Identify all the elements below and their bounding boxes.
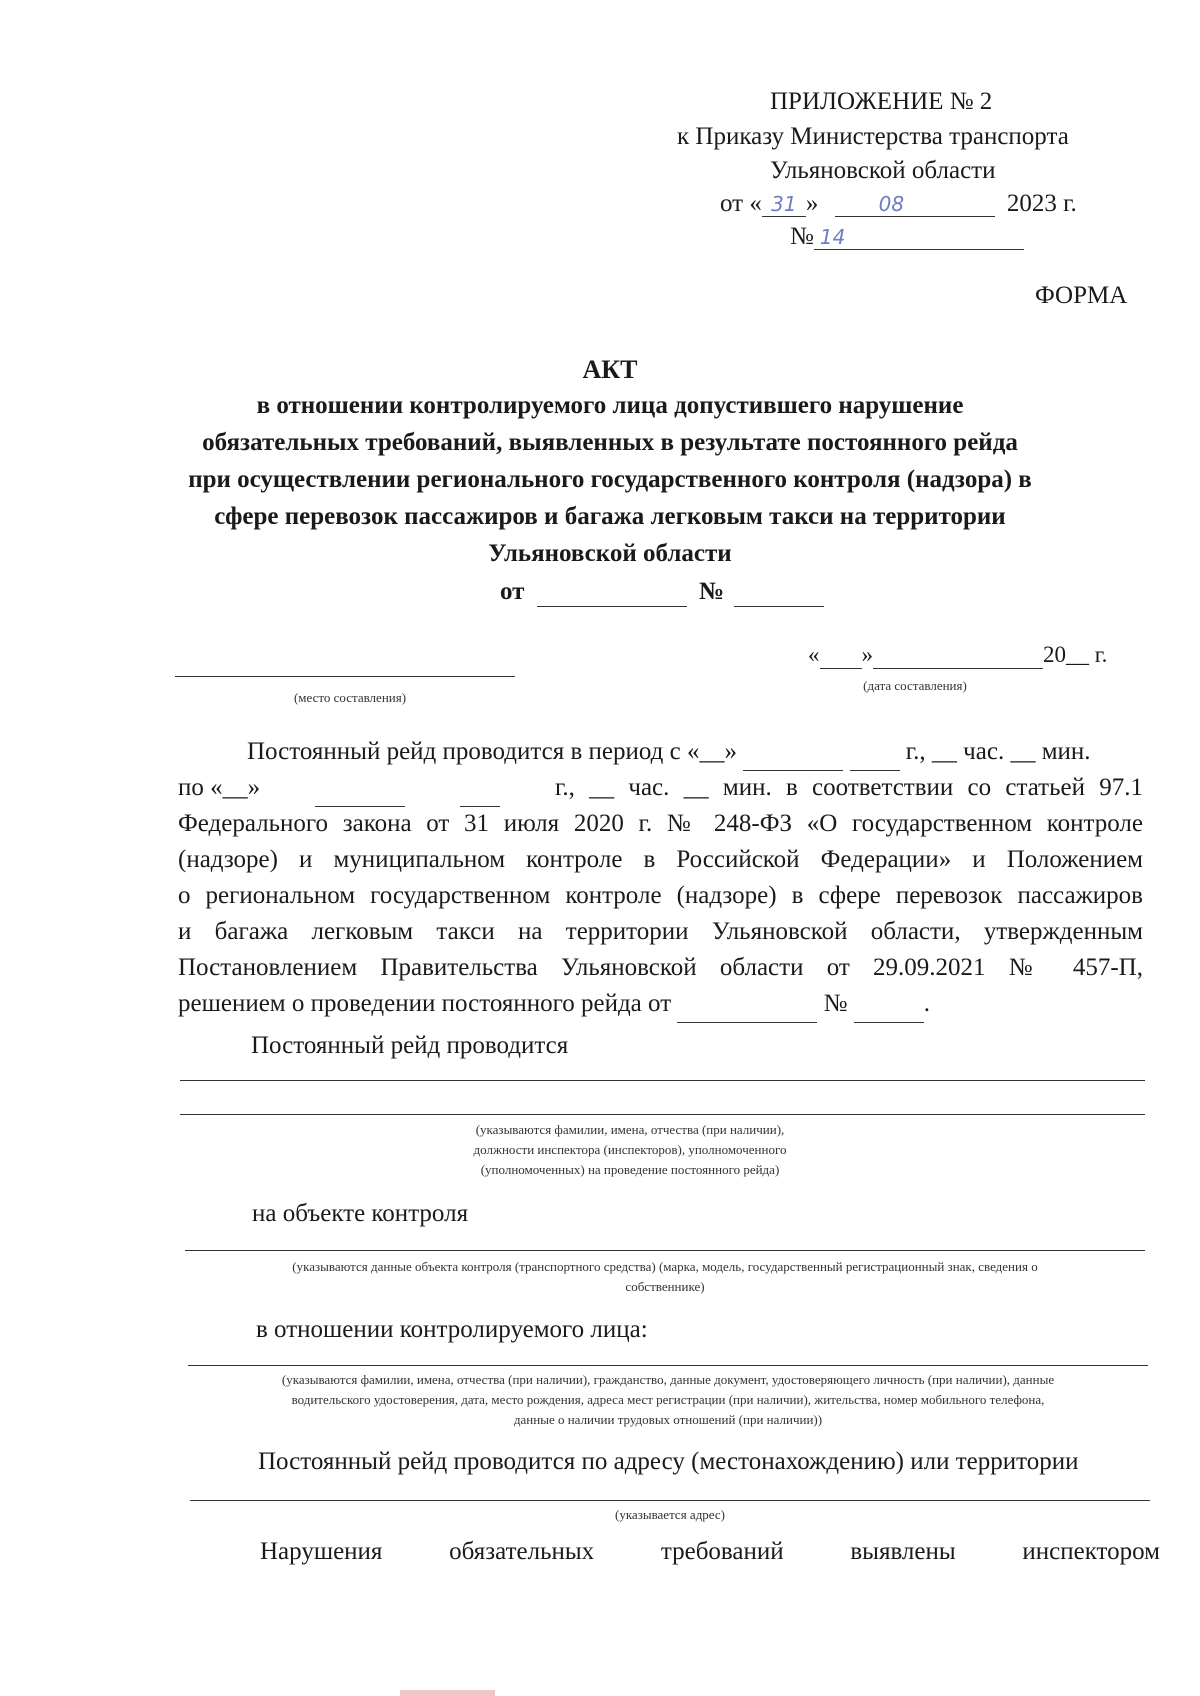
person-caption-2: водительского удостоверения, дата, место рождения, адреса мест регистрации (при наличии), жительства, номер мобильного телефона,: [291, 1392, 1045, 1407]
violations-word-3: требований: [660, 1538, 784, 1565]
act-number-label: №: [698, 578, 725, 605]
paragraph-line-2: [178, 770, 1143, 807]
inspectors-line-1: [180, 1080, 1145, 1081]
inspectors-line-2: [180, 1114, 1145, 1115]
period-year-blank: [850, 734, 900, 771]
violations-line: [260, 1534, 1160, 1570]
appendix-region-line: Ульяновской области: [770, 157, 996, 184]
paragraph-line-3: Федерального закона от 31 июля 2020 г. № 248-ФЗ «О государственном контроле: [178, 810, 1143, 837]
year-text: 20__ г.: [1043, 642, 1108, 667]
handwritten-day: 31: [762, 192, 806, 217]
appendix-title: ПРИЛОЖЕНИЕ № 2: [770, 88, 993, 115]
person-caption-3: данные о наличии трудовых отношений (при наличии)): [513, 1412, 823, 1427]
period-start-time: г., __ час. __ мин.: [905, 738, 1091, 765]
period-start-text: Постоянный рейд проводится в период с «__»: [247, 738, 737, 765]
violations-word-2: обязательных: [449, 1538, 595, 1565]
violations-word-4: выявлены: [850, 1538, 956, 1565]
paragraph-line-5: о региональном государственном контроле (надзоре) в сфере перевозок пассажиров: [178, 882, 1143, 909]
day-blank: [820, 642, 862, 669]
person-caption-1: (указываются фамилии, имена, отчества (при наличии), гражданство, данные документ, удостоверяющего личность (при наличии), данные: [281, 1372, 1055, 1387]
inspectors-caption-3: (уполномоченных) на проведение постоянного рейда): [480, 1162, 780, 1177]
date-close-quote: »: [805, 190, 819, 217]
place-blank-line: [175, 676, 515, 677]
act-subtitle-line-4: сфере перевозок пассажиров и багажа легковым такси на территории: [214, 503, 1006, 530]
decision-number-label: №: [823, 990, 848, 1017]
period-end-text: по «__»: [178, 774, 261, 801]
address-caption: (указывается адрес): [614, 1507, 725, 1522]
appendix-date-row: [720, 190, 1077, 218]
act-from-label: от: [500, 578, 525, 605]
act-subtitle-line-3: при осуществлении регионального государственного контроля (надзора) в: [188, 466, 1032, 493]
inspectors-caption-2: должности инспектора (инспекторов), уполномоченного: [473, 1142, 787, 1157]
number-prefix: №: [790, 223, 814, 250]
inspectors-caption-1: (указываются фамилии, имена, отчества (при наличии),: [475, 1122, 785, 1137]
act-subtitle-line-5: Ульяновской области: [488, 540, 732, 567]
paragraph-line-1: [247, 734, 1091, 771]
address-label: Постоянный рейд проводится по адресу (местонахождению) или территории: [258, 1448, 1079, 1475]
paragraph-line-8: [178, 986, 930, 1023]
handwritten-number: 14: [814, 225, 1024, 250]
paragraph-line-6: и багажа легковым такси на территории Ульяновской области, утвержденным: [178, 918, 1143, 945]
period-end-year-blank: [460, 770, 500, 807]
act-subtitle-line-1: в отношении контролируемого лица допустившего нарушение: [256, 392, 964, 419]
act-number-blank: [734, 578, 824, 607]
violations-word-1: Нарушения: [260, 1538, 383, 1565]
period-end-time: г., __ час. __ мин. в соответствии со статьей 97.1: [554, 774, 1143, 801]
appendix-number-row: [790, 223, 1024, 251]
period-end-month-blank: [315, 770, 405, 807]
date-year: 2023 г.: [1006, 190, 1077, 217]
date-close-quote-2: »: [861, 642, 873, 667]
act-subtitle-line-2: обязательных требований, выявленных в результате постоянного рейда: [202, 429, 1018, 456]
object-line: [185, 1250, 1145, 1251]
object-label: на объекте контроля: [252, 1200, 469, 1227]
month-blank: [873, 642, 1043, 669]
decision-number-blank: [854, 986, 924, 1023]
period-month-blank: [743, 734, 843, 771]
handwritten-month: 08: [835, 192, 995, 217]
address-line: [190, 1500, 1150, 1501]
decision-date-blank: [677, 986, 817, 1023]
form-label: ФОРМА: [1035, 282, 1128, 309]
object-caption-1: (указываются данные объекта контроля (транспортного средства) (марка, модель, государственный регистрационный знак, сведения о: [292, 1259, 1038, 1274]
decision-text: решением о проведении постоянного рейда от: [178, 990, 672, 1017]
place-caption: (место составления): [293, 690, 407, 705]
paragraph-line-7: Постановлением Правительства Ульяновской области от 29.09.2021 № 457-П,: [178, 954, 1143, 981]
date-prefix: от «: [720, 190, 762, 217]
violations-word-5: инспектором: [1022, 1538, 1160, 1565]
act-date-blank: [537, 578, 687, 607]
object-caption-2: собственнике): [625, 1279, 705, 1294]
stamp-fragment: [400, 1690, 495, 1696]
paragraph-line-4: (надзоре) и муниципальном контроле в Российской Федерации» и Положением: [178, 846, 1143, 873]
appendix-order-line: к Приказу Министерства транспорта: [677, 123, 1069, 150]
act-number-row: [500, 578, 824, 607]
inspectors-label: Постоянный рейд проводится: [251, 1032, 569, 1059]
date-caption: (дата составления): [863, 678, 967, 693]
decision-period: .: [923, 990, 930, 1017]
compilation-date-row: [808, 642, 1107, 669]
date-open-quote: «: [808, 642, 820, 667]
act-title: АКТ: [582, 355, 638, 384]
person-label: в отношении контролируемого лица:: [256, 1316, 648, 1343]
person-line: [188, 1365, 1148, 1366]
